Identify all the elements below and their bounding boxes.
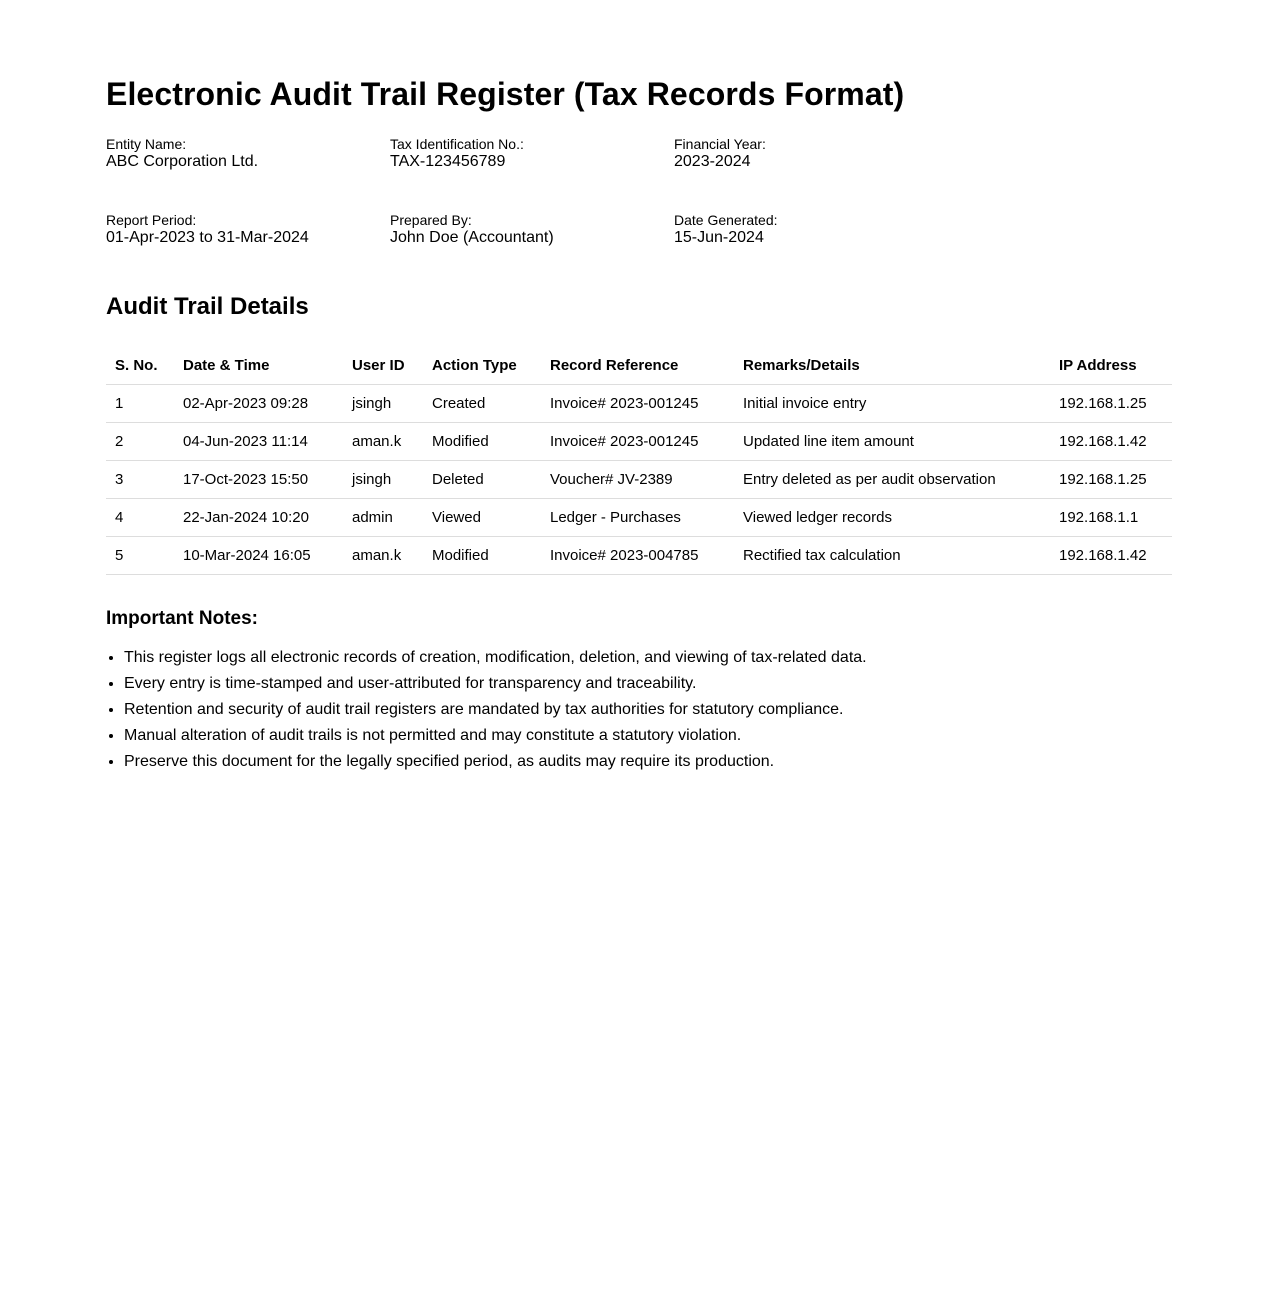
cell-record-reference: Invoice# 2023-004785 <box>541 537 734 575</box>
document-title: Electronic Audit Trail Register (Tax Records Format) <box>106 76 905 112</box>
cell-datetime: 02-Apr-2023 09:28 <box>174 385 343 423</box>
meta-label: Entity Name: <box>106 136 187 152</box>
cell-user-id: jsingh <box>343 461 423 499</box>
meta-date-generated <box>674 212 958 248</box>
meta-value: TAX-123456789 <box>390 153 506 170</box>
column-header-sno: S. No. <box>106 346 174 385</box>
notes-list <box>106 645 1172 775</box>
cell-action-type: Modified <box>423 537 541 575</box>
column-header-action-type: Action Type <box>423 346 541 385</box>
notes-title: Important Notes: <box>106 608 258 629</box>
meta-report-period <box>106 212 390 248</box>
column-header-datetime: Date & Time <box>174 346 343 385</box>
cell-ip-address: 192.168.1.42 <box>1050 423 1172 461</box>
meta-value: 2023-2024 <box>674 153 751 170</box>
cell-record-reference: Invoice# 2023-001245 <box>541 385 734 423</box>
cell-action-type: Modified <box>423 423 541 461</box>
cell-ip-address: 192.168.1.25 <box>1050 461 1172 499</box>
cell-user-id: jsingh <box>343 385 423 423</box>
cell-remarks: Entry deleted as per audit observation <box>734 461 1050 499</box>
cell-record-reference: Ledger - Purchases <box>541 499 734 537</box>
list-item: • Retention and security of audit trail registers are mandated by tax authorities for statutory compliance. <box>124 697 1172 723</box>
meta-label: Tax Identification No.: <box>390 136 524 152</box>
list-item: • Every entry is time-stamped and user-attributed for transparency and traceability. <box>124 671 1172 697</box>
meta-prepared-by <box>390 212 674 248</box>
section-title: Audit Trail Details <box>106 293 309 320</box>
cell-datetime: 04-Jun-2023 11:14 <box>174 423 343 461</box>
cell-ip-address: 192.168.1.25 <box>1050 385 1172 423</box>
column-header-ip-address: IP Address <box>1050 346 1172 385</box>
cell-ip-address: 192.168.1.42 <box>1050 537 1172 575</box>
cell-ip-address: 192.168.1.1 <box>1050 499 1172 537</box>
column-header-user-id: User ID <box>343 346 423 385</box>
cell-user-id: aman.k <box>343 423 423 461</box>
meta-value: ABC Corporation Ltd. <box>106 153 259 170</box>
cell-remarks: Rectified tax calculation <box>734 537 1050 575</box>
cell-sno: 1 <box>106 385 174 423</box>
cell-user-id: aman.k <box>343 537 423 575</box>
cell-sno: 2 <box>106 423 174 461</box>
cell-remarks: Updated line item amount <box>734 423 1050 461</box>
table-row <box>106 385 1172 423</box>
cell-action-type: Created <box>423 385 541 423</box>
cell-sno: 3 <box>106 461 174 499</box>
cell-user-id: admin <box>343 499 423 537</box>
cell-record-reference: Voucher# JV-2389 <box>541 461 734 499</box>
list-item: • This register logs all electronic records of creation, modification, deletion, and viewing of tax-related data. <box>124 645 1172 671</box>
table-row <box>106 423 1172 461</box>
meta-entity-name <box>106 136 390 172</box>
cell-action-type: Viewed <box>423 499 541 537</box>
table-row <box>106 537 1172 575</box>
table-header-row <box>106 346 1172 385</box>
table-row <box>106 499 1172 537</box>
cell-datetime: 10-Mar-2024 16:05 <box>174 537 343 575</box>
meta-value: John Doe (Accountant) <box>390 229 554 246</box>
cell-record-reference: Invoice# 2023-001245 <box>541 423 734 461</box>
meta-value: 01-Apr-2023 to 31-Mar-2024 <box>106 229 309 246</box>
meta-label: Date Generated: <box>674 212 778 228</box>
cell-datetime: 22-Jan-2024 10:20 <box>174 499 343 537</box>
cell-action-type: Deleted <box>423 461 541 499</box>
meta-label: Report Period: <box>106 212 197 228</box>
meta-label: Financial Year: <box>674 136 766 152</box>
meta-financial-year <box>674 136 958 172</box>
list-item: • Manual alteration of audit trails is not permitted and may constitute a statutory violation. <box>124 723 1172 749</box>
cell-sno: 4 <box>106 499 174 537</box>
meta-tax-id <box>390 136 674 172</box>
column-header-record-reference: Record Reference <box>541 346 734 385</box>
cell-datetime: 17-Oct-2023 15:50 <box>174 461 343 499</box>
cell-remarks: Viewed ledger records <box>734 499 1050 537</box>
column-header-remarks: Remarks/Details <box>734 346 1050 385</box>
meta-value: 15-Jun-2024 <box>674 229 764 246</box>
audit-trail-table <box>106 346 1172 575</box>
list-item: • Preserve this document for the legally specified period, as audits may require its production. <box>124 749 1172 775</box>
entity-info-grid <box>106 136 1172 248</box>
cell-sno: 5 <box>106 537 174 575</box>
cell-remarks: Initial invoice entry <box>734 385 1050 423</box>
table-row <box>106 461 1172 499</box>
meta-label: Prepared By: <box>390 212 472 228</box>
